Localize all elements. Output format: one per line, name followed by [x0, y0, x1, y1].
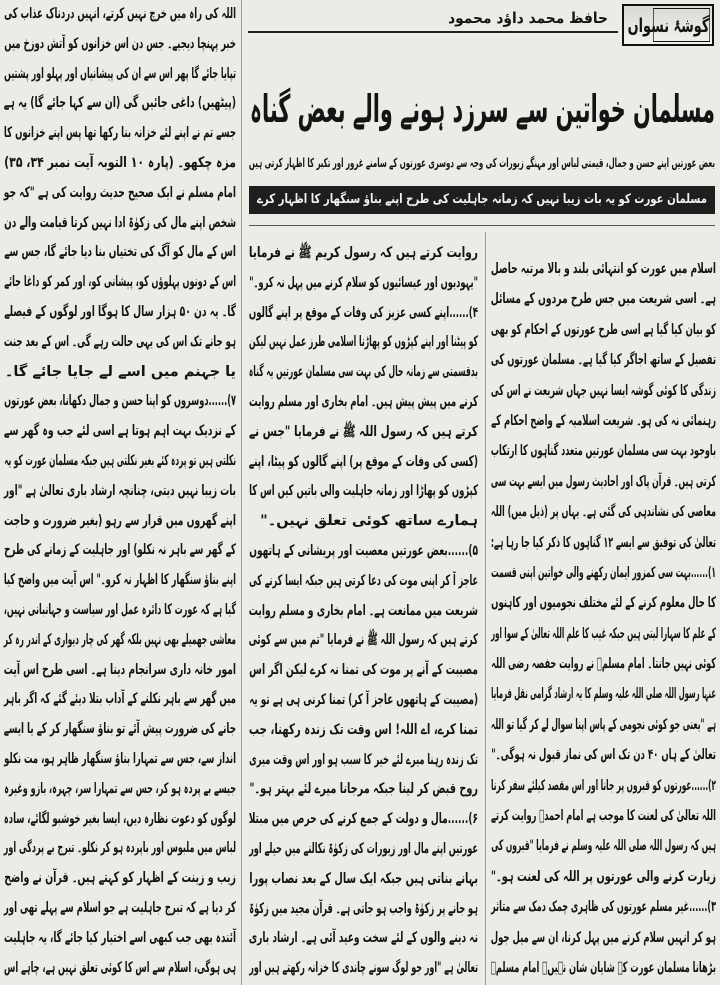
text-line: نہ دینے والوں کے لئے سخت وعید آئی ہے۔ ارشاد باری: [248, 930, 478, 947]
text-line: ۳)......غیر مسلم عورتوں کی ظاہری چمک دمک سے متاثر: [491, 899, 716, 916]
intro-line: بعض عورتیں اپنے حسن و جمال، قیمتی لباس اور مہنگے زیورات کی وجہ سے دوسری عورتوں کے سامنے غرور اور تکبر کا اظہار کرتی ہیں: [248, 155, 715, 170]
text-line: بہانے بناتی ہیں جبکہ ایک سال کے بعد نصاب پورا: [249, 870, 478, 887]
text-line: گا۔ یہ دن ۵۰ ہزار سال کا ہوگا اور لوگوں کے فیصلے: [4, 303, 236, 320]
text-line: جانے کی ضرورت پیش آئے تو بناؤ سنگھار کر کے یا ایسے: [3, 721, 236, 738]
text-line: (کسی کی وفات کے موقع پر) اپنے گالوں کو پیٹا، اپنے: [248, 453, 478, 470]
text-line: "یہودیوں اور عیسائیوں کو سلام کرنے میں پہل نہ کرو۔": [249, 274, 478, 291]
paragraph: [491, 254, 716, 558]
text-line: کرتے ہیں کہ رسول اللہ ﷺ نے فرمایا "جس نے: [248, 423, 478, 440]
paragraph: [4, 0, 236, 179]
text-line: ہمارے ساتھ کوئی تعلق نہیں۔": [260, 513, 478, 530]
text-line: باوجود بہت سی مسلمان عورتیں متعدد گناہوں کا ارتکاب: [490, 443, 716, 460]
text-line: یا جہنم میں اسے لے جایا جائے گا۔: [4, 363, 236, 380]
text-line: عنہا رسول اللہ صلی اللہ علیہ وسلم کا یہ ارشاد گرامی نقل فرمایا: [491, 686, 716, 703]
highlight-text: مسلمان عورت کو یہ بات زیبا نہیں کہ زمانہ جاہلیت کی طرح اپنے بناؤ سنگھار کا اظہار کرے: [257, 192, 707, 207]
text-line: ۴)......اپنے کسی عزیز کی وفات کے موقع پر اپنے گالوں: [248, 304, 478, 321]
text-line: (مصیبت کے ہاتھوں عاجز آ کر) تمنا کرنی ہی ہے تو یہ: [249, 691, 478, 708]
text-line: اس کے دونوں پہلوؤں کو، پیشانی کو، اور کمر کو داغا جائے: [4, 274, 236, 291]
text-line: نکلتی ہیں تو پردہ کئے بغیر نکلتی ہیں جبکہ مسلمان عورت کو یہ: [4, 452, 236, 469]
text-line: کوئی نہیں جانتا۔ امام مسلمؒ نے روایت حفصہ رضی اللہ: [491, 656, 716, 673]
text-line: گیا ہے کہ عورت کا دائرہ عمل اور سیاست و جہانبانی نہیں،: [3, 601, 237, 618]
text-line: کے گھر سے باہر نہ نکلو) اور جاہلیت کے زمانے کی طرح: [4, 542, 236, 559]
text-line: کو بیان کیا گیا ہے اسی طرح عورتوں کے احکام کو بھی: [490, 321, 716, 338]
text-line: عاجز آ کر اپنی موت کی دعا کرتی ہیں جبکہ ایسا کرنے کی: [249, 572, 478, 589]
text-line: عورتیں اپنے مال اور زیورات کی زکوٰۃ نکالنے میں حیلے اور: [249, 840, 478, 857]
text-line: امور خانہ داری سرانجام دینا ہے۔ اسی طرح اس آیت: [3, 661, 236, 678]
paragraph: [249, 537, 478, 805]
text-line: شخص اپنے مال کی زکوٰۃ ادا نہیں کرتا قیامت والے دن: [4, 214, 237, 231]
text-line: ہی ہوگی، اسلام سے اس کا کوئی تعلق نہیں ہے، چاہے اس: [4, 959, 237, 976]
text-line: کا حال معلوم کرنے کے لئے مختلف نجومیوں اور کاہنوں: [491, 595, 716, 612]
text-line: ہو کر انہیں سلام کرنے میں پہل کرنا، ان سے میل جول: [490, 929, 716, 946]
intro-rule: [249, 225, 715, 226]
text-line: روح قبض کر لینا جبکہ مرجانا میرے لئے بہتر ہو۔": [249, 781, 478, 798]
text-line: اسلام میں عورت کو انتہائی بلند و بالا مرتبہ حاصل: [490, 261, 716, 277]
text-line: کے نزدیک بہت اہم ہوتا ہے اسی لئے جب وہ گھر سے: [3, 423, 236, 440]
text-line: لوگوں کو دعوت نظارہ دیں، ایسا بغیر خوشبو لگائے، سادہ: [3, 810, 237, 827]
text-line: (پیٹھیں) داغی جائیں گی (ان سے کہا جائے گا) یہ ہے: [3, 95, 236, 112]
paragraph: [491, 558, 716, 771]
section-label: گوشۂ نسواں: [653, 8, 710, 42]
text-line: ہے۔ اسی شریعت میں جس طرح مردوں کے مسائل: [490, 291, 716, 308]
text-line: کرتے ہیں کہ رسول اللہ ﷺ نے فرمایا "تم میں سے کوئی: [248, 632, 478, 649]
text-line: زیب و زینت کے اظہار کو کہتے ہیں۔ قرآن نے واضح: [4, 870, 236, 887]
text-line: ۶)......مال و دولت کے جمع کرنے کی حرص میں مبتلا: [248, 811, 478, 828]
text-line: اپنے گھروں میں قرار سے رہو (بغیر ضرورت و حاجت: [4, 512, 236, 529]
text-line: تعالیٰ کے ہاں ۴۰ دن تک اس کی نماز قبول نہ ہوگی۔": [491, 747, 716, 764]
text-line: رہنمائی نہ کی ہو۔ شریعت اسلامیہ کے واضح احکام کے: [491, 412, 716, 429]
section-label-box: [622, 4, 714, 46]
text-line: مصیبت کے آنے پر موت کی تمنا نہ کرے لیکن اگر اس: [249, 662, 478, 679]
paragraph: [249, 299, 478, 537]
text-line: زیارت کرنے والی عورتوں پر اللہ کی لعنت ہو۔": [490, 868, 716, 885]
text-line: بات زیبا نہیں دیتی، چنانچہ ارشاد باری تعالیٰ ہے "اور: [3, 482, 236, 499]
text-line: ۷)......دوسروں کو اپنا حسن و جمال دکھانا، بعض عورتوں: [4, 393, 236, 410]
text-line: ۲)......عورتوں کو قبروں پر جانا اور اس مقصد کیلئے سفر کرنا: [490, 777, 716, 794]
text-line: ہے "یعنی جو کوئی نجومی کے پاس اپنا سوال لے کر گیا تو اللہ: [490, 716, 716, 733]
paragraph: [4, 179, 236, 388]
text-line: روایت کرتے ہیں کہ رسول کریم ﷺ نے فرمایا: [248, 245, 478, 261]
middle-column: [249, 239, 478, 984]
text-line: امام مسلم نے ایک صحیح حدیث روایت کی ہے "کہ جو: [3, 184, 236, 201]
text-line: آئندہ بھی جب کبھی اسے اختیار کیا جائے گا، یہ جاہلیت: [3, 929, 237, 946]
left-column: [4, 0, 236, 983]
text-line: ہو جانے تک اس کی یہی حالت رہے گی۔ اس کے بعد جنت: [3, 333, 236, 350]
text-line: اپنے بناؤ سنگھار کا اظہار نہ کرو۔" اس آیت میں واضح کیا: [3, 572, 236, 589]
highlight-band: [249, 186, 715, 214]
text-line: کپڑوں کو پھاڑا اور زمانہ جاہلیت والی باتیں کیں اس کا: [249, 483, 478, 500]
paragraph: [4, 387, 236, 983]
author-byline: حافظ محمد داؤد محمود: [448, 9, 608, 27]
paragraph: [491, 892, 716, 983]
text-line: کو پیٹنا اور اپنے کپڑوں کو پھاڑنا اسلامی طرز عمل نہیں لیکن: [248, 334, 478, 351]
paragraph: [491, 771, 716, 893]
text-line: معاصی کی نشاندہی کی گئی ہے۔ یہاں پر (ذیل میں) اللہ: [490, 504, 716, 521]
column-divider: [485, 232, 486, 985]
text-line: تک زندہ رہنا میرے لئے خیر کا سبب ہو اور اس وقت میری: [249, 751, 478, 768]
paragraph: [249, 805, 478, 984]
text-line: جیسے بے پردہ ہو کر، جس سے تمہارا سر، چہرہ، بازو وغیرہ: [4, 780, 236, 797]
text-line: تعالیٰ کی توفیق سے ایسے ۱۲ گناہوں کا ذکر کیا جا رہا ہے:: [490, 534, 716, 551]
text-line: ۵)......بعض عورتیں معصیت اور پریشانی کے ہاتھوں: [249, 542, 478, 559]
text-line: انداز سے، جس سے تمہارا بناؤ سنگھار ظاہر ہو، مت نکلو: [4, 750, 236, 767]
text-line: تفصیل کے ساتھ اجاگر کیا گیا ہے۔ مسلمان عورتوں کی: [490, 352, 716, 369]
text-line: تمنا کرے، اے اللہ! اس وقت تک زندہ رکھنا، جب: [248, 721, 478, 738]
text-line: مزہ چکھو۔ (پارہ ۱۰ التوبہ آیت نمبر ۳۴، ۳۵): [4, 154, 236, 171]
text-line: اللہ تعالیٰ کی لعنت کا موجب ہے امام احمدؒ روایت کرتے: [490, 808, 716, 825]
text-line: میں گھر سے باہر نکلنے کے آداب بتلا دیئے گئے کہ اگر باہر: [3, 691, 236, 708]
text-line: تعالیٰ ہے "اور جو لوگ سونے چاندی کا خزانہ رکھتے ہیں اور: [249, 960, 478, 977]
text-line: کے علم کا سہارا لیتی ہیں جبکہ غیب کا علم اللہ تعالیٰ کے سوا اور: [491, 625, 716, 642]
paragraph: [249, 239, 478, 299]
right-column: [491, 254, 716, 983]
text-line: کر دیا ہے کہ تبرج جاہلیت ہے جو اسلام سے پہلے تھی اور: [3, 899, 236, 916]
text-line: بڑھانا مسلمان عورت کے شایان شان نہیں۔ امام مسلمؒ: [490, 959, 716, 976]
text-line: لباس میں ملبوس اور باپردہ ہو کر نکلو۔ تبرج بے پردگی اور: [3, 840, 236, 857]
text-line: زندگی کا کوئی گوشہ ایسا نہیں جہاں شریعت نے اس کی: [490, 382, 716, 399]
text-line: خبر پہنچا دیجیے۔ جس دن اس خزانوں کو آتش دوزخ میں: [4, 35, 236, 52]
text-line: ۱)......بہت سی کمزور ایمان رکھنے والی خواتین اپنی قسمت: [491, 564, 716, 581]
text-line: کرتی ہیں۔ قرآن پاک اور احادیث رسول میں ایسے بہت سی: [490, 473, 716, 490]
headline: مسلمان خواتین سے سرزد ہونے والے بعض گناہ: [249, 87, 715, 131]
text-line: اللہ کی راہ میں خرچ نہیں کرتے، انہیں دردناک عذاب کی: [4, 6, 236, 22]
text-line: بدقسمتی سے زمانہ حال کی بہت سی مسلمان عورتیں یہ گناہ: [248, 364, 478, 381]
text-line: جسے تم نے اپنے لئے خزانہ بنا رکھا تھا پس اپنے خزانوں کا: [3, 125, 236, 142]
text-line: اس کے مال کو آگ کی تختیاں بنا دیا جائے گا، جس سے: [4, 244, 236, 261]
text-line: ہیں کہ رسول اللہ صلی اللہ علیہ وسلم نے فرمایا "قبروں کی: [491, 838, 716, 855]
header-rule: [248, 31, 618, 33]
text-line: تپایا جائے گا پھر اس سے ان کی پیشانیاں اور پہلو اور پشتیں: [4, 65, 236, 82]
text-line: کرنے میں پیش پیش ہیں۔ امام بخاری اور مسلم روایت: [249, 393, 478, 410]
column-divider: [241, 0, 242, 985]
text-line: ہو جانے پر زکوٰۃ واجب ہو جاتی ہے۔ قرآن مجید میں زکوٰۃ: [249, 900, 478, 917]
text-line: شریعت میں ممانعت ہے۔ امام بخاری و مسلم روایت: [248, 602, 478, 619]
text-line: معاشی جھمیلے بھی نہیں بلکہ گھر کی چار دیواری کے اندر رہ کر: [3, 631, 236, 648]
